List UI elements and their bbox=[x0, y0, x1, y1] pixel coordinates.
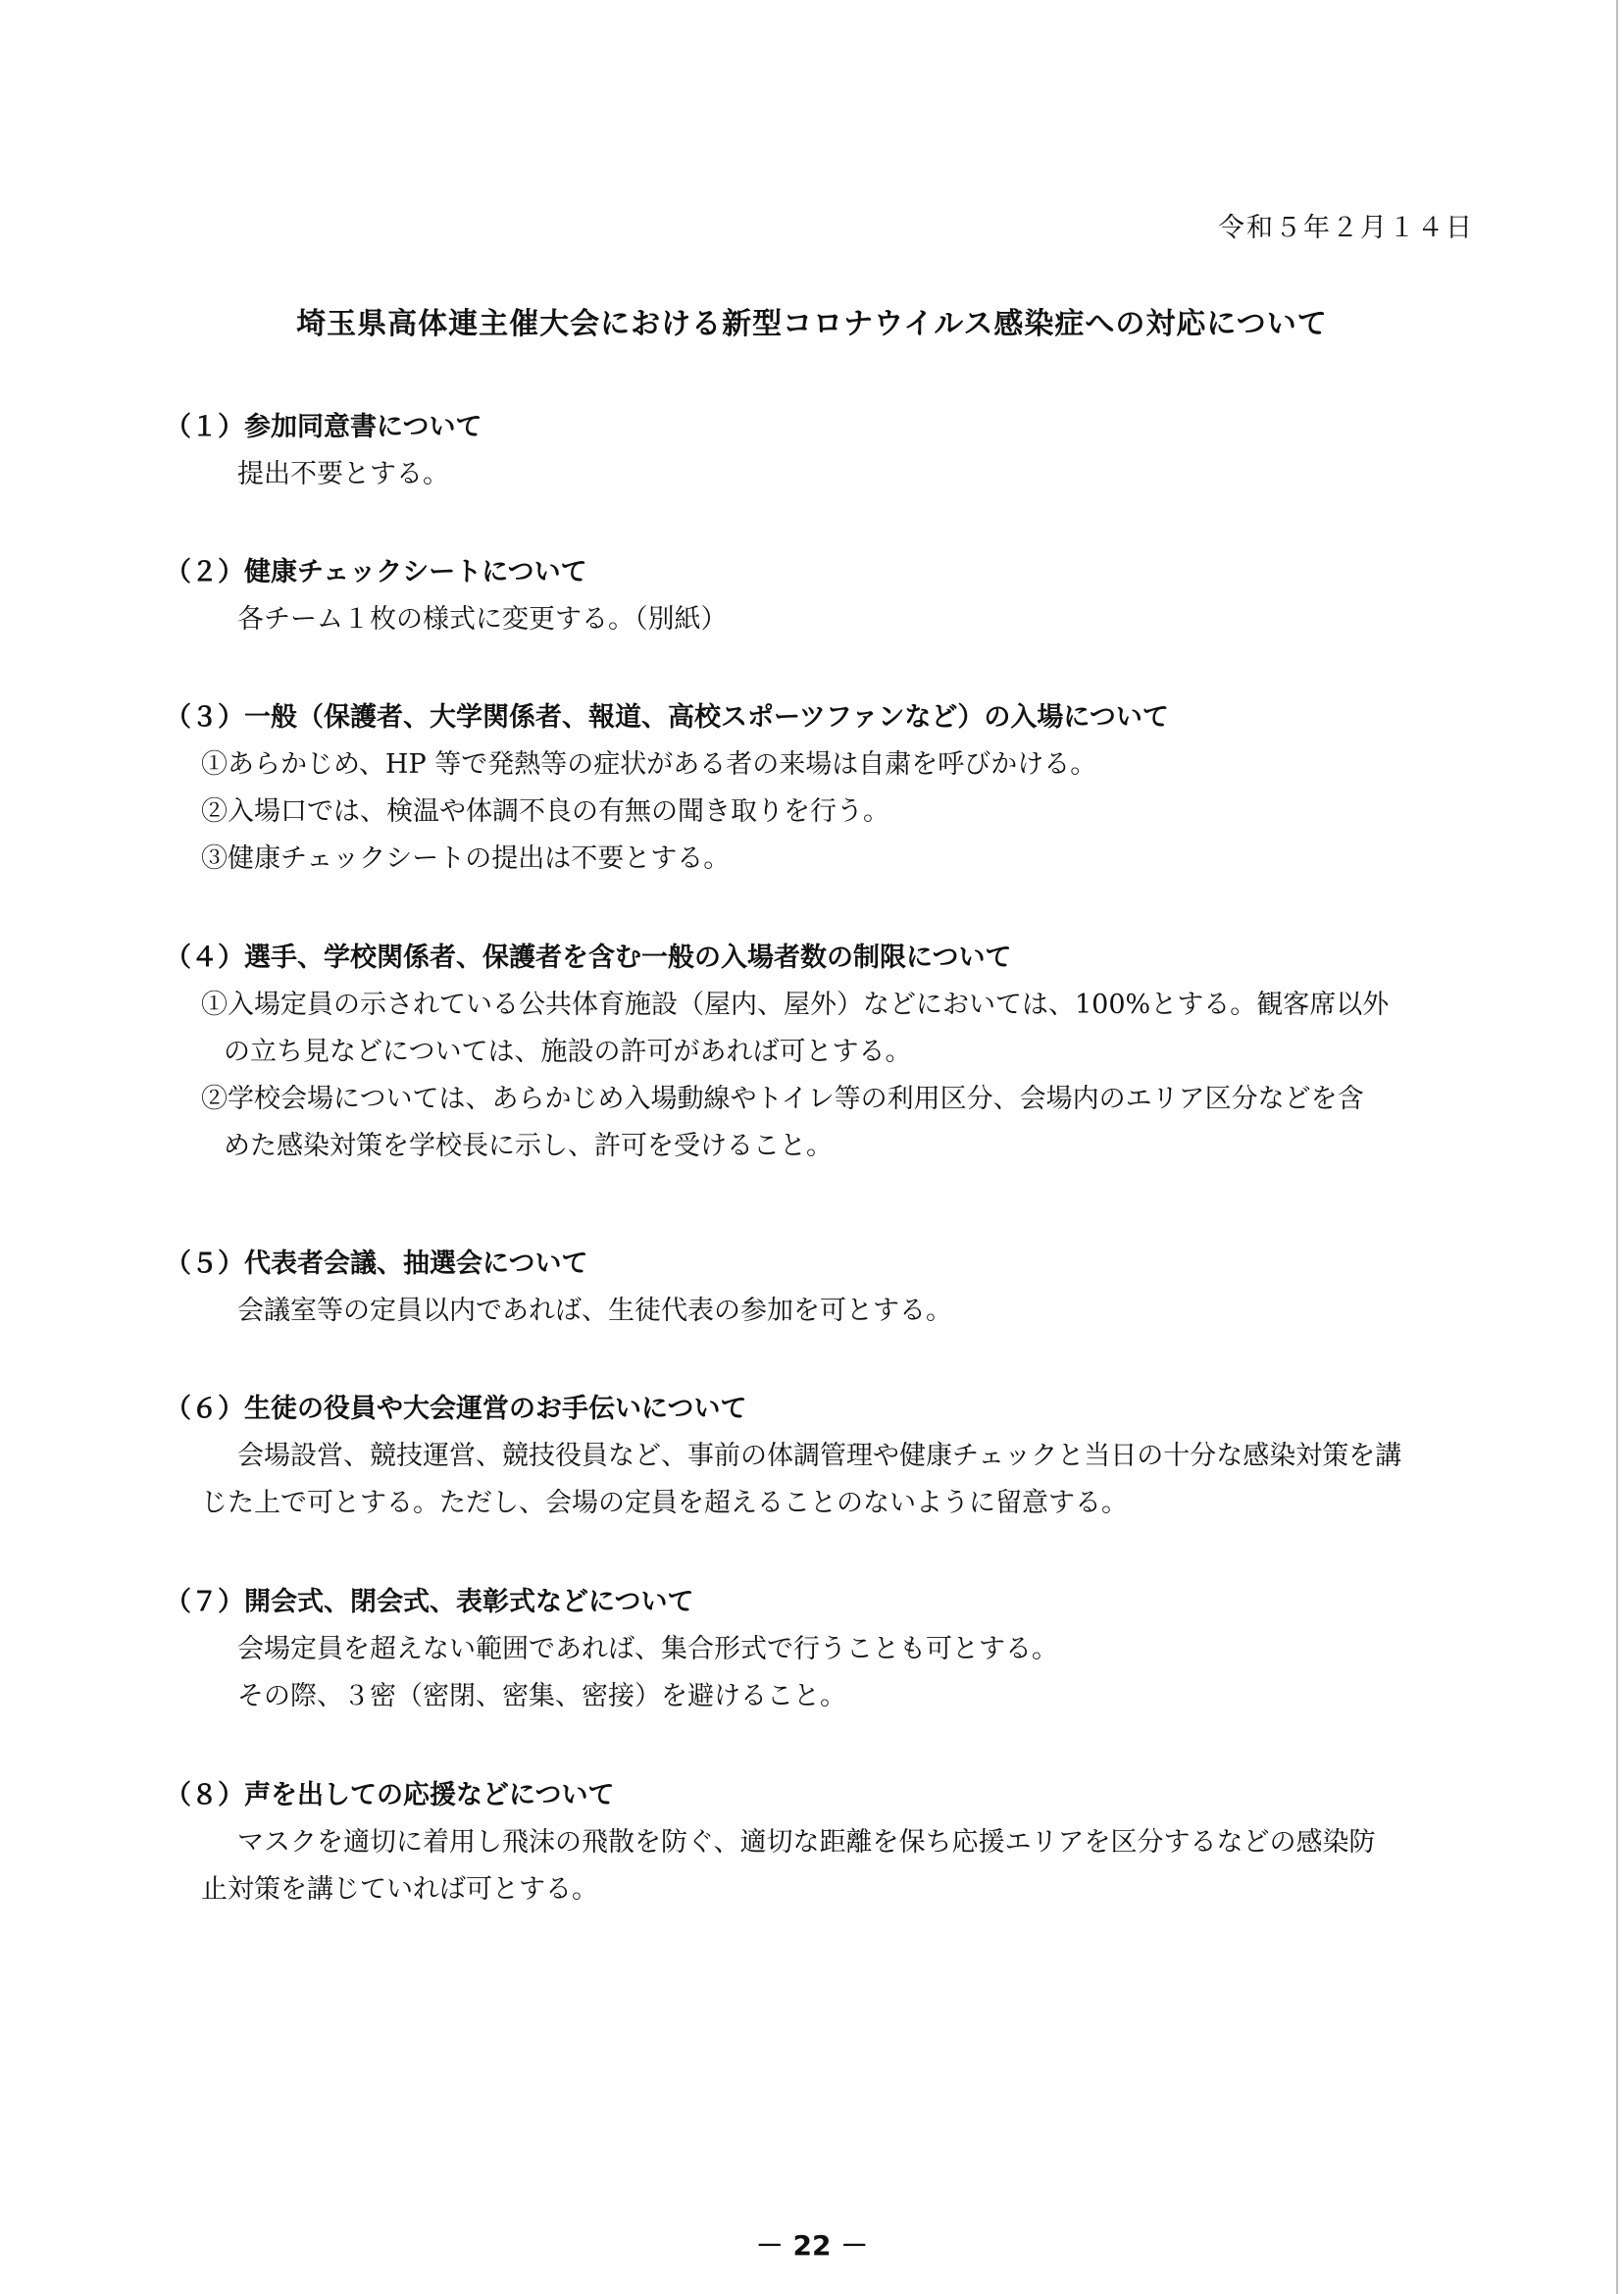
section-line: 会場設営、競技運営、競技役員など、事前の体調管理や健康チェックと当日の十分な感染対策を講 bbox=[237, 1441, 1402, 1471]
section-line: ②入場口では、検温や体調不良の有無の聞き取りを行う。 bbox=[201, 796, 889, 827]
section-line: その際、３密（密閉、密集、密接）を避けること。 bbox=[237, 1681, 846, 1711]
section-line: 会場定員を超えない範囲であれば、集合形式で行うことも可とする。 bbox=[237, 1634, 1058, 1664]
section-line: ③健康チェックシートの提出は不要とする。 bbox=[201, 843, 731, 874]
section-line: ①あらかじめ、HP 等で発熱等の症状がある者の来場は自粛を呼びかける。 bbox=[201, 749, 1097, 780]
section-3 bbox=[165, 694, 1479, 883]
section-line: マスクを適切に着用し飛沫の飛散を防ぐ、適切な距離を保ち応援エリアを区分するなどの感染防 bbox=[237, 1827, 1376, 1858]
section-8 bbox=[165, 1772, 1479, 1913]
section-4 bbox=[165, 935, 1479, 1170]
section-heading: （８）声を出しての応援などについて bbox=[165, 1780, 615, 1810]
section-5 bbox=[165, 1241, 1479, 1335]
page-edge-shadow bbox=[1616, 0, 1618, 2294]
section-heading: （４）選手、学校関係者、保護者を含む一般の入場者数の制限について bbox=[165, 943, 1012, 973]
section-line: めた感染対策を学校長に示し、許可を受けること。 bbox=[224, 1131, 833, 1161]
section-heading: （５）代表者会議、抽選会について bbox=[165, 1249, 588, 1279]
section-6 bbox=[165, 1386, 1479, 1527]
section-heading: （７）開会式、閉会式、表彰式などについて bbox=[165, 1587, 694, 1617]
section-7 bbox=[165, 1579, 1479, 1720]
section-line: 会議室等の定員以内であれば、生徒代表の参加を可とする。 bbox=[237, 1296, 952, 1326]
section-line: ①入場定員の示されている公共体育施設（屋内、屋外）などにおいては、100%とする。観客席以外 bbox=[201, 990, 1390, 1020]
section-line: 提出不要とする。 bbox=[237, 459, 449, 489]
section-line: ②学校会場については、あらかじめ入場動線やトイレ等の利用区分、会場内のエリア区分などを含 bbox=[201, 1084, 1364, 1114]
section-1 bbox=[165, 404, 1479, 498]
section-heading: （１）参加同意書について bbox=[165, 412, 482, 442]
section-line: の立ち見などについては、施設の許可があれば可とする。 bbox=[224, 1037, 912, 1067]
section-heading: （３）一般（保護者、大学関係者、報道、高校スポーツファンなど）の入場について bbox=[165, 702, 1169, 733]
section-line: 止対策を講じていれば可とする。 bbox=[201, 1874, 598, 1905]
document-date: 令和５年２月１４日 bbox=[1218, 213, 1474, 243]
section-heading: （２）健康チェックシートについて bbox=[165, 557, 587, 587]
section-heading: （６）生徒の役員や大会運営のお手伝いについて bbox=[165, 1394, 747, 1424]
document-title: 埼玉県高体連主催大会における新型コロナウイルス感染症への対応について bbox=[296, 307, 1328, 341]
page-number: － 22 － bbox=[755, 2229, 869, 2262]
section-line: 各チーム１枚の様式に変更する。（別紙） bbox=[237, 604, 728, 635]
section-2 bbox=[165, 549, 1479, 643]
section-line: じた上で可とする。ただし、会場の定員を超えることのないように留意する。 bbox=[201, 1488, 1128, 1518]
